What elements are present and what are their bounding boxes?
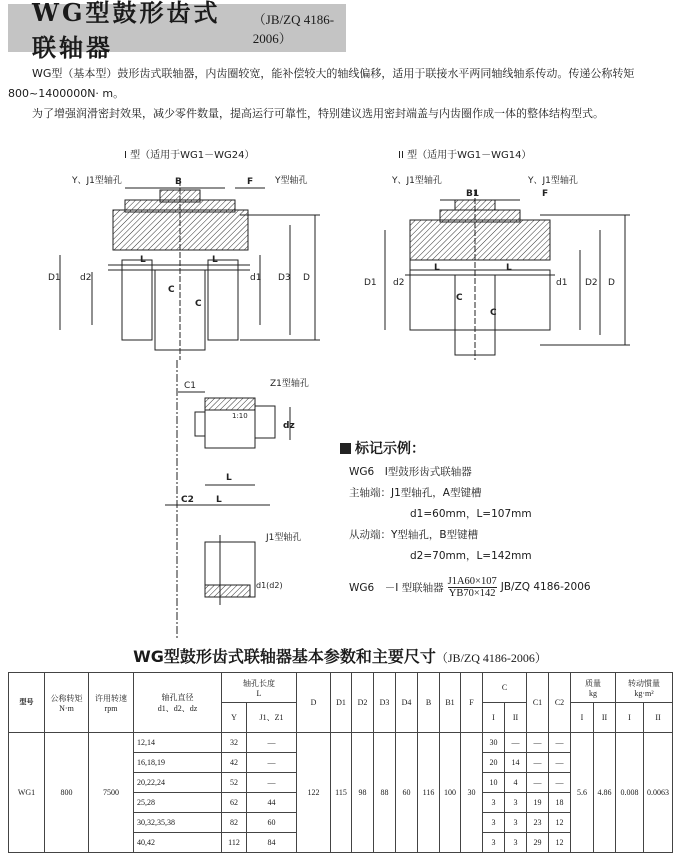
cell-c-i: 20	[483, 753, 505, 773]
legend-line: 从动端：Y型轴孔，B型键槽	[349, 529, 479, 541]
header-torque-label: 公称转矩	[50, 693, 83, 703]
legend-designation	[340, 567, 660, 607]
cell-Y: 42	[222, 753, 247, 773]
header-mass-II: II	[594, 703, 616, 733]
cell-bore: 40,42	[134, 833, 222, 853]
header-mass-I: I	[571, 703, 594, 733]
header-speed-label: 许用转速	[95, 693, 127, 703]
cell-c-ii: 3	[505, 833, 527, 853]
cell-J1Z1: —	[247, 773, 297, 793]
cell-D3: 88	[374, 733, 396, 853]
header-D3: D3	[374, 673, 396, 733]
cell-Y: 82	[222, 813, 247, 833]
header-D1: D1	[331, 673, 352, 733]
label-D2: D2	[585, 278, 598, 288]
cell-inertia-II: 0.0063	[644, 733, 673, 853]
cell-J1Z1: 60	[247, 813, 297, 833]
label-hole-right-2: Y、J1型轴孔	[528, 176, 578, 186]
header-bore-label: 轴孔直径	[161, 692, 194, 702]
header-speed-unit: rpm	[104, 703, 118, 713]
cell-bore: 30,32,35,38	[134, 813, 222, 833]
cell-B: 116	[418, 733, 440, 853]
label-B1: B1	[466, 189, 480, 199]
cell-c1: —	[527, 733, 549, 753]
cell-D2: 98	[352, 733, 374, 853]
header-bore-sub: d1、d2、dz	[157, 703, 198, 713]
cell-bore: 20,22,24	[134, 773, 222, 793]
cell-Y: 112	[222, 833, 247, 853]
label-hole-left: Y、J1型轴孔	[72, 176, 122, 186]
header-model: 型号	[9, 673, 45, 733]
cell-J1Z1: —	[247, 733, 297, 753]
title-standard: （JB/ZQ 4186-2006）	[252, 12, 335, 46]
label-d2-2: d2	[393, 278, 405, 288]
label-D: D	[303, 273, 310, 283]
header-length-label: 轴孔长度	[243, 678, 275, 688]
header-B1: B1	[440, 673, 461, 733]
drawing-type1	[60, 180, 320, 360]
figure-type2-title: II 型（适用于WG1－WG14）	[398, 150, 532, 161]
header-torque	[45, 673, 89, 733]
cell-F: 30	[461, 733, 483, 853]
header-D2: D2	[352, 673, 374, 733]
cell-c-ii: —	[505, 733, 527, 753]
header-Y: Y	[222, 703, 247, 733]
cell-inertia-I: 0.008	[616, 733, 644, 853]
cell-D: 122	[297, 733, 331, 853]
label-D1: D1	[48, 273, 61, 283]
label-j1-hole: J1型轴孔	[266, 533, 302, 543]
cell-c-i: 30	[483, 733, 505, 753]
cell-c-i: 10	[483, 773, 505, 793]
label-L-left: L	[140, 255, 146, 265]
legend-line: WG6 I型鼓形齿式联轴器	[349, 466, 472, 478]
cell-bore: 12,14	[134, 733, 222, 753]
table-title-text: WG型鼓形齿式联轴器基本参数和主要尺寸	[133, 647, 436, 666]
cell-Y: 62	[222, 793, 247, 813]
label-d-j1: d1(d2)	[256, 581, 283, 590]
designation-prefix: WG6 －I 型联轴器	[349, 581, 444, 594]
header-D4: D4	[396, 673, 418, 733]
cell-c2: 12	[549, 813, 571, 833]
label-L-j1: L	[216, 495, 222, 505]
label-D3: D3	[278, 273, 291, 283]
cell-torque: 800	[45, 733, 89, 853]
legend-heading: 标记示例：	[355, 441, 425, 457]
header-inertia	[616, 673, 673, 703]
label-C: C	[168, 285, 175, 295]
header-B: B	[418, 673, 440, 733]
header-C: C	[483, 673, 527, 703]
cell-mass-I: 5.6	[571, 733, 594, 853]
cell-c2: 12	[549, 833, 571, 853]
label-B: B	[175, 177, 182, 187]
header-mass-label: 质量	[585, 678, 601, 688]
header-C-I: I	[483, 703, 505, 733]
cell-bore: 16,18,19	[134, 753, 222, 773]
cell-c2: —	[549, 773, 571, 793]
cell-c1: 19	[527, 793, 549, 813]
label-hole-left-2: Y、J1型轴孔	[392, 176, 442, 186]
header-C-II: II	[505, 703, 527, 733]
cell-speed: 7500	[89, 733, 134, 853]
table-title	[0, 644, 680, 667]
legend-line: d2=70mm，L=142mm	[410, 550, 532, 562]
page-title: WG型鼓形齿式联轴器	[32, 0, 221, 62]
table-title-standard: （JB/ZQ 4186-2006）	[435, 651, 547, 665]
square-bullet-icon	[340, 443, 351, 454]
label-d1-2: d1	[556, 278, 568, 288]
cell-c2: —	[549, 753, 571, 773]
label-C-2: C	[195, 299, 202, 309]
label-d2: d2	[80, 273, 92, 283]
header-mass-unit: kg	[589, 688, 597, 698]
label-C-3: C	[456, 293, 463, 303]
fraction-denominator: YB70×142	[448, 587, 496, 599]
cell-c-ii: 3	[505, 793, 527, 813]
header-J1Z1: J1、Z1	[247, 703, 297, 733]
label-C2: C2	[181, 495, 194, 505]
label-L-right-2: L	[506, 263, 512, 273]
cell-D4: 60	[396, 733, 418, 853]
cell-c-i: 3	[483, 793, 505, 813]
cell-c1: —	[527, 773, 549, 793]
drawing-type2	[385, 190, 630, 360]
cell-c-i: 3	[483, 833, 505, 853]
label-d1: d1	[250, 273, 262, 283]
table-row	[9, 733, 673, 753]
cell-D1: 115	[331, 733, 352, 853]
header-inertia-II: II	[644, 703, 673, 733]
label-dz: dz	[283, 421, 295, 431]
cell-c2: —	[549, 733, 571, 753]
cell-c-i: 3	[483, 813, 505, 833]
legend-line: d1=60mm，L=107mm	[410, 508, 532, 520]
header-C1: C1	[527, 673, 549, 733]
header-torque-unit: N·m	[59, 703, 74, 713]
cell-mass-II: 4.86	[594, 733, 616, 853]
label-L-right: L	[212, 255, 218, 265]
header-mass	[571, 673, 616, 703]
marking-example	[340, 438, 660, 607]
label-z1-hole: Z1型轴孔	[270, 379, 309, 389]
label-taper: 1:10	[232, 412, 248, 420]
header-speed	[89, 673, 134, 733]
header-length-sub: L	[256, 688, 262, 698]
label-F-2: F	[542, 189, 549, 199]
label-C1: C1	[184, 381, 197, 391]
cell-J1Z1: 84	[247, 833, 297, 853]
cell-Y: 32	[222, 733, 247, 753]
cell-c1: 23	[527, 813, 549, 833]
label-D1-2: D1	[364, 278, 377, 288]
cell-Y: 52	[222, 773, 247, 793]
legend-line: 主轴端：J1型轴孔，A型键槽	[349, 487, 482, 499]
cell-c1: —	[527, 753, 549, 773]
header-bore	[134, 673, 222, 733]
cell-c-ii: 14	[505, 753, 527, 773]
header-inertia-I: I	[616, 703, 644, 733]
label-C-4: C	[490, 308, 497, 318]
cell-model: WG1	[9, 733, 45, 853]
cell-bore: 25,28	[134, 793, 222, 813]
header-F: F	[461, 673, 483, 733]
cell-c-ii: 4	[505, 773, 527, 793]
designation-standard: JB/ZQ 4186-2006	[500, 581, 591, 593]
cell-B1: 100	[440, 733, 461, 853]
label-L-z1: L	[226, 473, 232, 483]
intro-paragraph-1: WG型（基本型）鼓形齿式联轴器，内齿圈较宽，能补偿较大的轴线偏移，适用于联接水平两同轴线轴系传动。传递公称转矩800~1400000N· m。	[8, 67, 635, 100]
header-inertia-unit: kg·m²	[634, 688, 654, 698]
header-D: D	[297, 673, 331, 733]
cell-c-ii: 3	[505, 813, 527, 833]
designation-fraction	[448, 576, 497, 599]
label-L-left-2: L	[434, 263, 440, 273]
intro-paragraph-2: 为了增强润滑密封效果，减少零件数量，提高运行可靠性，特别建议选用密封端盖与内齿圈作成一体的整体结构型式。	[32, 107, 604, 120]
label-F: F	[247, 177, 254, 187]
header-C2: C2	[549, 673, 571, 733]
header-inertia-label: 转动惯量	[628, 678, 660, 688]
cell-c2: 18	[549, 793, 571, 813]
cell-J1Z1: —	[247, 753, 297, 773]
figure-type1-title: I 型（适用于WG1－WG24）	[124, 150, 255, 161]
label-hole-right: Y型轴孔	[275, 176, 308, 186]
cell-c1: 29	[527, 833, 549, 853]
header-length	[222, 673, 297, 703]
parameters-table	[8, 672, 673, 853]
cell-J1Z1: 44	[247, 793, 297, 813]
label-D-2: D	[608, 278, 615, 288]
fraction-numerator: J1A60×107	[447, 575, 497, 587]
title-banner	[8, 0, 346, 62]
